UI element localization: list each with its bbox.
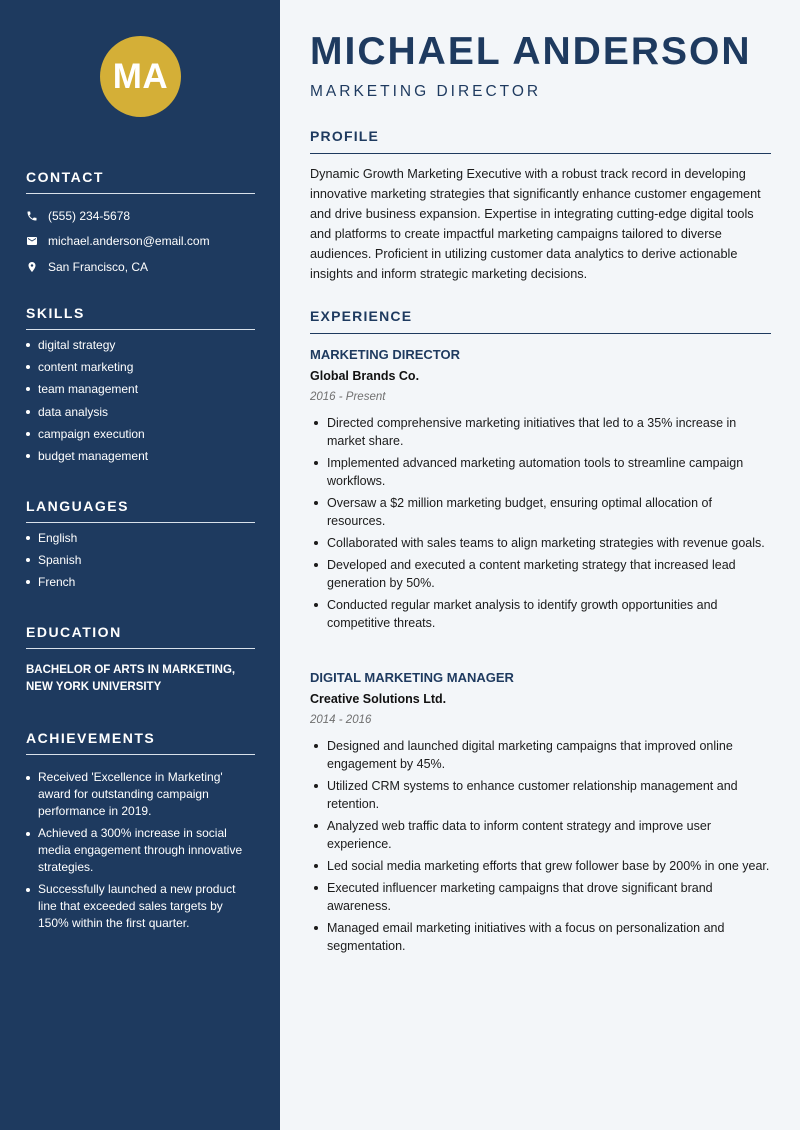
achievements-section (26, 730, 255, 937)
language-item: French (26, 575, 255, 589)
phone-text: (555) 234-5678 (48, 208, 131, 223)
job-bullet: Implemented advanced marketing automation tools to streamline campaign workflows. (310, 454, 771, 490)
job-bullets (310, 414, 771, 632)
skill-item: budget management (26, 449, 255, 463)
job-bullet: Oversaw a $2 million marketing budget, ensuring optimal allocation of resources. (310, 494, 771, 530)
contact-phone (26, 203, 255, 229)
skills-section (26, 305, 255, 471)
education-degree: BACHELOR OF ARTS IN MARKETING, NEW YORK UNIVERSITY (26, 664, 236, 693)
achievement-item: Achieved a 300% increase in social media engagement through innovative strategies. (26, 825, 255, 876)
job-bullet: Executed influencer marketing campaigns that drove significant brand awareness. (310, 879, 771, 915)
languages-list (26, 531, 255, 589)
profile-text: Dynamic Growth Marketing Executive with a robust track record in developing innovative marketing strategies that significantly enhance customer engagement and drive business expansion. Expertise in integrating cutting-edge digital tools and platforms to create impactful marketing campaigns tailored to diverse audiences. Proficient in utilizing customer data analytics to derive actionable insights and inform strategic marketing decisions. (310, 167, 761, 281)
job-bullet: Designed and launched digital marketing campaigns that improved online engagement by 45%. (310, 737, 771, 773)
company-name: Global Brands Co. (310, 369, 420, 383)
languages-section (26, 498, 255, 598)
job-title: MARKETING DIRECTOR (310, 347, 460, 362)
job-entry (310, 347, 771, 636)
job-bullet: Managed email marketing initiatives with a focus on personalization and segmentation. (310, 919, 771, 955)
email-text: michael.anderson@email.com (48, 234, 210, 249)
education-heading: EDUCATION (26, 624, 255, 649)
job-bullet: Analyzed web traffic data to inform content strategy and improve user experience. (310, 817, 771, 853)
company-name: Creative Solutions Ltd. (310, 692, 447, 706)
contact-heading: CONTACT (26, 169, 255, 194)
job-dates: 2014 - 2016 (310, 714, 372, 726)
contact-section (26, 169, 255, 280)
contact-location (26, 254, 255, 280)
job-title: DIGITAL MARKETING MANAGER (310, 670, 514, 685)
phone-icon (26, 210, 48, 222)
experience-heading: EXPERIENCE (310, 308, 771, 334)
profile-heading: PROFILE (310, 128, 771, 154)
achievements-heading: ACHIEVEMENTS (26, 730, 255, 755)
language-item: Spanish (26, 553, 255, 567)
job-bullet: Directed comprehensive marketing initiatives that led to a 35% increase in market share. (310, 414, 771, 450)
education-section (26, 624, 255, 696)
skills-heading: SKILLS (26, 305, 255, 330)
skill-item: data analysis (26, 405, 255, 419)
job-title-headline: MARKETING DIRECTOR (310, 83, 542, 100)
achievements-list (26, 769, 255, 932)
job-bullets (310, 737, 771, 955)
job-bullet: Conducted regular market analysis to identify growth opportunities and competitive threats. (310, 596, 771, 632)
job-entry (310, 670, 771, 959)
contact-email (26, 229, 255, 255)
job-dates: 2016 - Present (310, 391, 386, 403)
job-bullet: Collaborated with sales teams to align marketing strategies with revenue goals. (310, 534, 771, 552)
candidate-name: MICHAEL ANDERSON (310, 30, 752, 73)
skill-item: content marketing (26, 360, 255, 374)
location-pin-icon (26, 261, 48, 273)
sidebar (0, 0, 280, 1130)
skills-list (26, 338, 255, 463)
job-bullet: Utilized CRM systems to enhance customer relationship management and retention. (310, 777, 771, 813)
language-item: English (26, 531, 255, 545)
job-bullet: Led social media marketing efforts that grew follower base by 200% in one year. (310, 857, 771, 875)
location-text: San Francisco, CA (48, 259, 149, 274)
job-bullet: Developed and executed a content marketing strategy that increased lead generation by 50%. (310, 556, 771, 592)
skill-item: team management (26, 382, 255, 396)
skill-item: campaign execution (26, 427, 255, 441)
achievement-item: Successfully launched a new product line that exceeded sales targets by 150% within the first quarter. (26, 881, 255, 932)
email-icon (26, 235, 48, 247)
achievement-item: Received 'Excellence in Marketing' award for outstanding campaign performance in 2019. (26, 769, 255, 820)
skill-item: digital strategy (26, 338, 255, 352)
avatar: MA (100, 36, 181, 117)
languages-heading: LANGUAGES (26, 498, 255, 523)
